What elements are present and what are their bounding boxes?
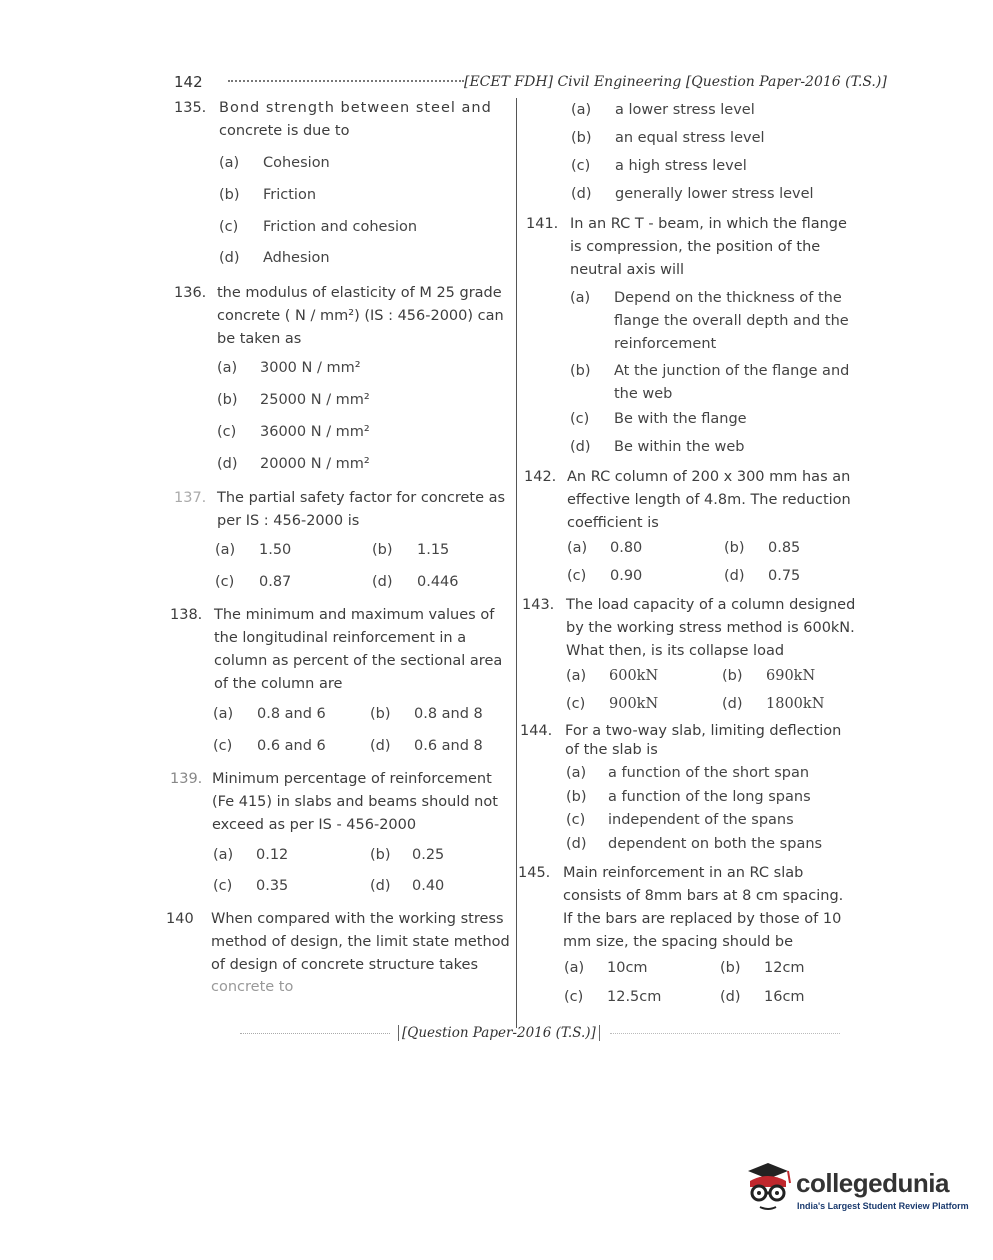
option-label: (c)	[217, 424, 237, 440]
question-number: 137.	[174, 490, 207, 506]
option-label: (d)	[720, 989, 741, 1005]
question-number: 144.	[520, 723, 553, 739]
option-label: (a)	[566, 668, 587, 684]
page-number: 142	[174, 73, 203, 91]
option-text: 12.5cm	[607, 989, 662, 1005]
question-text-line: neutral axis will	[570, 262, 685, 278]
question-text-line: exceed as per IS - 456-2000	[212, 817, 417, 833]
question-text-line: per IS : 456-2000 is	[217, 513, 360, 529]
option-text: a function of the long spans	[608, 789, 811, 805]
question-number: 140	[166, 911, 194, 927]
question-text-line: of the slab is	[565, 742, 658, 758]
option-label: (d)	[722, 696, 743, 712]
option-label: (a)	[571, 102, 592, 118]
question-text-line: The load capacity of a column designed	[566, 597, 856, 613]
option-text: 0.25	[412, 847, 445, 863]
option-text: a function of the short span	[608, 765, 810, 781]
option-text: 3000 N / mm²	[260, 360, 361, 376]
question-text-line: coefficient is	[567, 515, 659, 531]
option-text: Friction	[263, 187, 317, 203]
option-label: (d)	[219, 250, 240, 266]
option-label: (b)	[571, 130, 592, 146]
question-136	[174, 282, 509, 352]
option-text: 690kN	[766, 668, 816, 684]
mascot-icon	[738, 1157, 798, 1227]
question-143	[522, 594, 859, 664]
question-text-line: Main reinforcement in an RC slab	[563, 865, 804, 881]
option-text: 16cm	[764, 989, 805, 1005]
option-text: a high stress level	[615, 158, 747, 174]
question-text-line: For a two-way slab, limiting deflection	[565, 723, 842, 739]
question-text-line: mm size, the spacing should be	[563, 934, 794, 950]
footer-rule	[240, 1033, 390, 1034]
option-text: 0.75	[768, 568, 801, 584]
brand-name: collegedunia	[796, 1168, 949, 1198]
option-text: an equal stress level	[615, 130, 765, 146]
option-text: the web	[614, 386, 673, 402]
option-label: (b)	[370, 706, 391, 722]
option-text: 0.80	[610, 540, 643, 556]
option-label: (a)	[219, 155, 240, 171]
question-text-line: What then, is its collapse load	[566, 643, 785, 659]
running-title: [ECET FDH] Civil Engineering [Question Paper-2016 (T.S.)]	[464, 74, 887, 90]
option-text: 0.85	[768, 540, 801, 556]
option-label: (b)	[724, 540, 745, 556]
question-144	[520, 720, 860, 766]
option-label: (a)	[213, 706, 234, 722]
option-text: 0.12	[256, 847, 289, 863]
question-text-line: be taken as	[217, 331, 302, 347]
option-label: (d)	[370, 738, 391, 754]
option-label: (d)	[724, 568, 745, 584]
question-142	[524, 466, 859, 536]
option-text: At the junction of the flange and	[614, 363, 850, 379]
question-text-line: The partial safety factor for concrete as	[217, 490, 506, 506]
option-text: 0.6 and 6	[257, 738, 326, 754]
option-label: (d)	[571, 186, 592, 202]
option-text: 0.90	[610, 568, 643, 584]
option-text: reinforcement	[614, 336, 717, 352]
option-text: 600kN	[609, 668, 659, 684]
option-text: 0.8 and 6	[257, 706, 326, 722]
option-text: 10cm	[607, 960, 648, 976]
option-text: 1.15	[417, 542, 450, 558]
question-number: 135.	[174, 100, 207, 116]
option-text: 1800kN	[766, 696, 825, 712]
option-text: 0.446	[417, 574, 459, 590]
question-text-line: by the working stress method is 600kN.	[566, 620, 855, 636]
option-label: (a)	[564, 960, 585, 976]
option-label: (b)	[372, 542, 393, 558]
option-text: a lower stress level	[615, 102, 755, 118]
question-text-line: The minimum and maximum values of	[214, 607, 495, 623]
option-text: 25000 N / mm²	[260, 392, 370, 408]
question-text-line: Bond strength between steel and	[219, 100, 492, 116]
option-label: (a)	[217, 360, 238, 376]
question-text-line: the longitudinal reinforcement in a	[214, 630, 467, 646]
option-label: (d)	[570, 439, 591, 455]
question-number: 136.	[174, 285, 207, 301]
question-text-line: In an RC T - beam, in which the flange	[570, 216, 847, 232]
option-label: (b)	[217, 392, 238, 408]
option-text: Be with the flange	[614, 411, 747, 427]
option-label: (c)	[215, 574, 235, 590]
option-label: (c)	[219, 219, 239, 235]
question-text-line: column as percent of the sectional area	[214, 653, 503, 669]
option-label: (b)	[219, 187, 240, 203]
question-number: 138.	[170, 607, 203, 623]
question-text-line: is compression, the position of the	[570, 239, 821, 255]
question-text-line: consists of 8mm bars at 8 cm spacing.	[563, 888, 844, 904]
option-label: (a)	[566, 765, 587, 781]
option-text: Be within the web	[614, 439, 745, 455]
option-label: (a)	[215, 542, 236, 558]
option-label: (c)	[566, 812, 586, 828]
option-label: (d)	[370, 878, 391, 894]
option-text: 1.50	[259, 542, 292, 558]
question-text-line: concrete is due to	[219, 123, 350, 139]
question-text-line: (Fe 415) in slabs and beams should not	[212, 794, 498, 810]
question-number: 142.	[524, 469, 557, 485]
option-text: 20000 N / mm²	[260, 456, 370, 472]
question-text-line: effective length of 4.8m. The reduction	[567, 492, 851, 508]
option-label: (c)	[570, 411, 590, 427]
question-text-line: concrete to	[211, 979, 294, 995]
question-text-line: the modulus of elasticity of M 25 grade	[217, 285, 502, 301]
option-text: 900kN	[609, 696, 659, 712]
option-text: 12cm	[764, 960, 805, 976]
option-label: (c)	[571, 158, 591, 174]
header-rule	[228, 80, 464, 82]
question-text-line: When compared with the working stress	[211, 911, 504, 927]
option-text: 0.35	[256, 878, 289, 894]
option-label: (b)	[370, 847, 391, 863]
question-text-line: Minimum percentage of reinforcement	[212, 771, 492, 787]
option-text: flange the overall depth and the	[614, 313, 849, 329]
option-label: (c)	[567, 568, 587, 584]
option-label: (d)	[372, 574, 393, 590]
question-text-line: method of design, the limit state method	[211, 934, 510, 950]
option-label: (b)	[570, 363, 591, 379]
question-number: 145.	[518, 865, 551, 881]
question-141	[526, 213, 861, 283]
option-text: Adhesion	[263, 250, 330, 266]
question-139	[170, 768, 510, 838]
option-label: (a)	[567, 540, 588, 556]
option-label: (d)	[566, 836, 587, 852]
option-text: Depend on the thickness of the	[614, 290, 842, 306]
question-text-line: If the bars are replaced by those of 10	[563, 911, 842, 927]
option-text: 36000 N / mm²	[260, 424, 370, 440]
option-text: 0.40	[412, 878, 445, 894]
question-number: 139.	[170, 771, 203, 787]
question-text-line: of the column are	[214, 676, 343, 692]
option-text: 0.6 and 8	[414, 738, 483, 754]
brand-tagline: India's Largest Student Review Platform	[797, 1201, 969, 1211]
option-label: (d)	[217, 456, 238, 472]
question-number: 141.	[526, 216, 559, 232]
option-label: (c)	[213, 878, 233, 894]
option-text: Cohesion	[263, 155, 330, 171]
option-label: (c)	[564, 989, 584, 1005]
option-label: (a)	[213, 847, 234, 863]
question-137	[174, 487, 509, 535]
option-text: generally lower stress level	[615, 186, 814, 202]
footer-rule	[610, 1033, 840, 1034]
question-145	[518, 862, 858, 954]
question-140	[166, 908, 511, 1000]
option-label: (c)	[566, 696, 586, 712]
question-138	[170, 604, 510, 699]
column-divider	[516, 98, 517, 1028]
question-number: 143.	[522, 597, 555, 613]
option-text: Friction and cohesion	[263, 219, 418, 235]
option-text: dependent on both the spans	[608, 836, 823, 852]
question-text-line: An RC column of 200 x 300 mm has an	[567, 469, 851, 485]
question-135	[174, 97, 509, 157]
option-text: 0.87	[259, 574, 292, 590]
option-label: (c)	[213, 738, 233, 754]
option-label: (b)	[722, 668, 743, 684]
footer-label: [Question Paper-2016 (T.S.)]	[398, 1025, 600, 1041]
option-label: (b)	[566, 789, 587, 805]
option-text: independent of the spans	[608, 812, 794, 828]
question-text-line: concrete ( N / mm²) (IS : 456-2000) can	[217, 308, 504, 324]
option-label: (b)	[720, 960, 741, 976]
question-text-line: of design of concrete structure takes	[211, 957, 479, 973]
option-text: 0.8 and 8	[414, 706, 483, 722]
option-label: (a)	[570, 290, 591, 306]
